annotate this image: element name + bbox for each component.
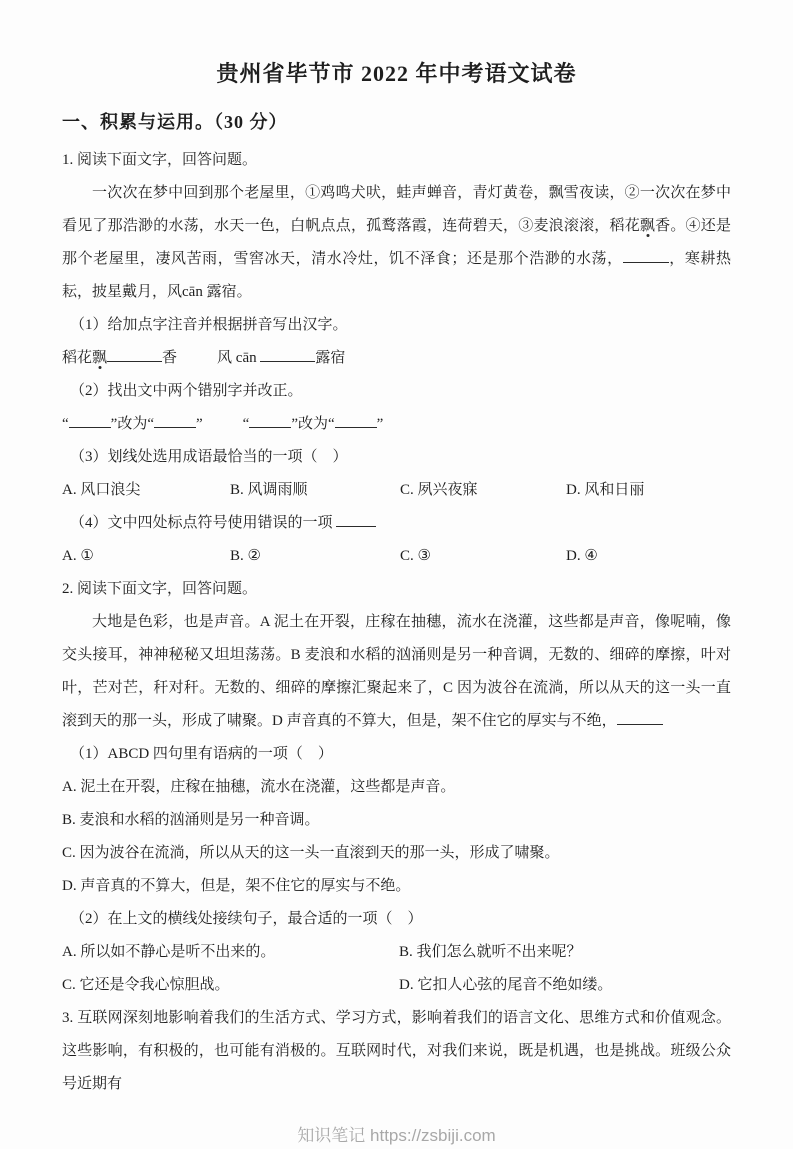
- q2-sub2-options-row2: [62, 969, 731, 1002]
- q1-pinyin1-post: 香: [162, 350, 178, 366]
- q1-passage-seg2: 香。④还是那个老屋里，凄风苦雨，雪窖冰天，清水冷灶，饥不泽食；还是那个浩渺的水荡，: [62, 218, 731, 267]
- q2-sub1-option-a: A. 泥土在开裂，庄稼在抽穗，流水在浇灌，这些都是声音。: [62, 779, 456, 795]
- q2-stem: 2. 阅读下面文字，回答问题。: [62, 581, 258, 597]
- q2-passage-text: 大地是色彩，也是声音。A 泥土在开裂，庄稼在抽穗，流水在浇灌，这些都是声音，像呢喃，像交头接耳，神神秘秘又坦坦荡荡。B 麦浪和水稻的汹涌则是另一种音调，无数的、细碎的摩擦，叶对叶，芒对芒，秆对秆。无数的、细碎的摩擦汇聚起来了，C 因为波谷在流淌，所以从天的这一头一直滚到天的那一头，形成了啸聚。D 声音真的不算大，但是，架不住它的厚实与不绝，: [62, 614, 731, 729]
- q1-sub4-option-a: A. ①: [62, 548, 94, 564]
- q1-sub3-option-a: A. 风口浪尖: [62, 482, 141, 498]
- q1-pinyin-fill-line: [62, 342, 731, 375]
- correction1-blank-underline-b: [154, 415, 196, 428]
- q1-sub3-option-d: D. 风和日丽: [566, 482, 645, 498]
- q2-sub2-option-b: B. 我们怎么就听不出来呢？: [399, 944, 582, 960]
- q2-sub2-option-a: A. 所以如不静心是听不出来的。: [62, 944, 276, 960]
- page-title: 贵州省毕节市 2022 年中考语文试卷: [216, 61, 577, 86]
- q1-pinyin1-dotted-char: 飘: [92, 350, 108, 366]
- q1-passage-seg1: 一次次在梦中回到那个老屋里，①鸡鸣犬吠，蛙声蝉音，青灯黄卷，飘雪夜读，②一次次在梦中看见了那浩渺的水荡，水天一色，白帆点点，孤鹜落霞，连荷碧天，③麦浪滚滚，稻花: [62, 185, 731, 234]
- q2-passage: [62, 606, 731, 738]
- q3-text: 3. 互联网深刻地影响着我们的生活方式、学习方式，影响着我们的语言文化、思维方式和价值观念。这些影响，有积极的，也可能有消极的。互联网时代，对我们来说，既是机遇，也是挑战。班级公众号近期有: [62, 1010, 731, 1092]
- correction1-blank-underline-a: [69, 415, 111, 428]
- q1-sub4-label-line: [62, 507, 731, 540]
- q1-sub4-option-b: B. ②: [230, 548, 261, 564]
- q1-sub4-blank-underline: [336, 514, 376, 527]
- q2-sub1-option-d: D. 声音真的不算大，但是，架不住它的厚实与不绝。: [62, 878, 411, 894]
- q1-sub3-options: [62, 474, 731, 507]
- q1-stem: 1. 阅读下面文字，回答问题。: [62, 152, 258, 168]
- q2-sub1-label: （1）ABCD 四句里有语病的一项（ ）: [70, 746, 333, 762]
- q1-pinyin1-blank-underline: [107, 349, 162, 362]
- q2-sub1-option-c: C. 因为波谷在流淌，所以从天的这一头一直滚到天的那一头，形成了啸聚。: [62, 845, 560, 861]
- q1-passage-dotted-char: 飘: [639, 218, 656, 234]
- q1-sub4-option-c: C. ③: [400, 548, 431, 564]
- q2-sub2-options-row1: [62, 936, 731, 969]
- q1-pinyin2-post: 露宿: [315, 350, 346, 366]
- footer-watermark: 知识笔记 https://zsbiji.com: [297, 1126, 496, 1145]
- q1-pinyin1-pre: 稻花: [62, 350, 93, 366]
- correction1-mid: ”改为“: [110, 416, 154, 432]
- q1-passage-seg3: ，寒耕热耘，披星戴月，风cān 露宿。: [62, 251, 731, 300]
- q2-passage-blank-underline: [617, 712, 663, 725]
- q1-sub3-label: （3）划线处选用成语最恰当的一项（ ）: [70, 449, 348, 465]
- q1-passage-blank-underline: [623, 250, 669, 263]
- q2-sub2-option-c: C. 它还是令我心惊胆战。: [62, 977, 230, 993]
- q1-sub2-label: （2）找出文中两个错别字并改正。: [70, 383, 303, 399]
- q2-sub2-option-d: D. 它扣人心弦的尾音不绝如缕。: [399, 977, 613, 993]
- section-heading: 一、积累与运用。（30 分）: [62, 112, 288, 132]
- q2-sub1-option-b: B. 麦浪和水稻的汹涌则是另一种音调。: [62, 812, 320, 828]
- q1-pinyin2-pre: 风 cān: [217, 350, 261, 366]
- correction2-close-quote: ”: [376, 416, 384, 432]
- q1-sub1-label: （1）给加点字注音并根据拼音写出汉字。: [70, 317, 348, 333]
- correction1-close-quote: ”: [196, 416, 203, 432]
- correction2-blank-underline-b: [335, 415, 377, 428]
- q1-correction-fill-line: [62, 408, 731, 441]
- correction2-blank-underline-a: [249, 415, 291, 428]
- q1-sub4-option-d: D. ④: [566, 548, 598, 564]
- correction2-mid: ”改为“: [291, 416, 335, 432]
- q1-pinyin2-blank-underline: [260, 349, 315, 362]
- q1-passage: [62, 177, 731, 309]
- correction2-open-quote: “: [242, 416, 250, 432]
- q1-sub4-options: [62, 540, 731, 573]
- q2-sub2-label: （2）在上文的横线处接续句子，最合适的一项（ ）: [70, 911, 423, 927]
- q1-sub4-label: （4）文中四处标点符号使用错误的一项: [70, 515, 337, 531]
- correction1-open-quote: “: [62, 416, 69, 432]
- q1-sub3-option-c: C. 夙兴夜寐: [400, 482, 478, 498]
- q1-sub3-option-b: B. 风调雨顺: [230, 482, 308, 498]
